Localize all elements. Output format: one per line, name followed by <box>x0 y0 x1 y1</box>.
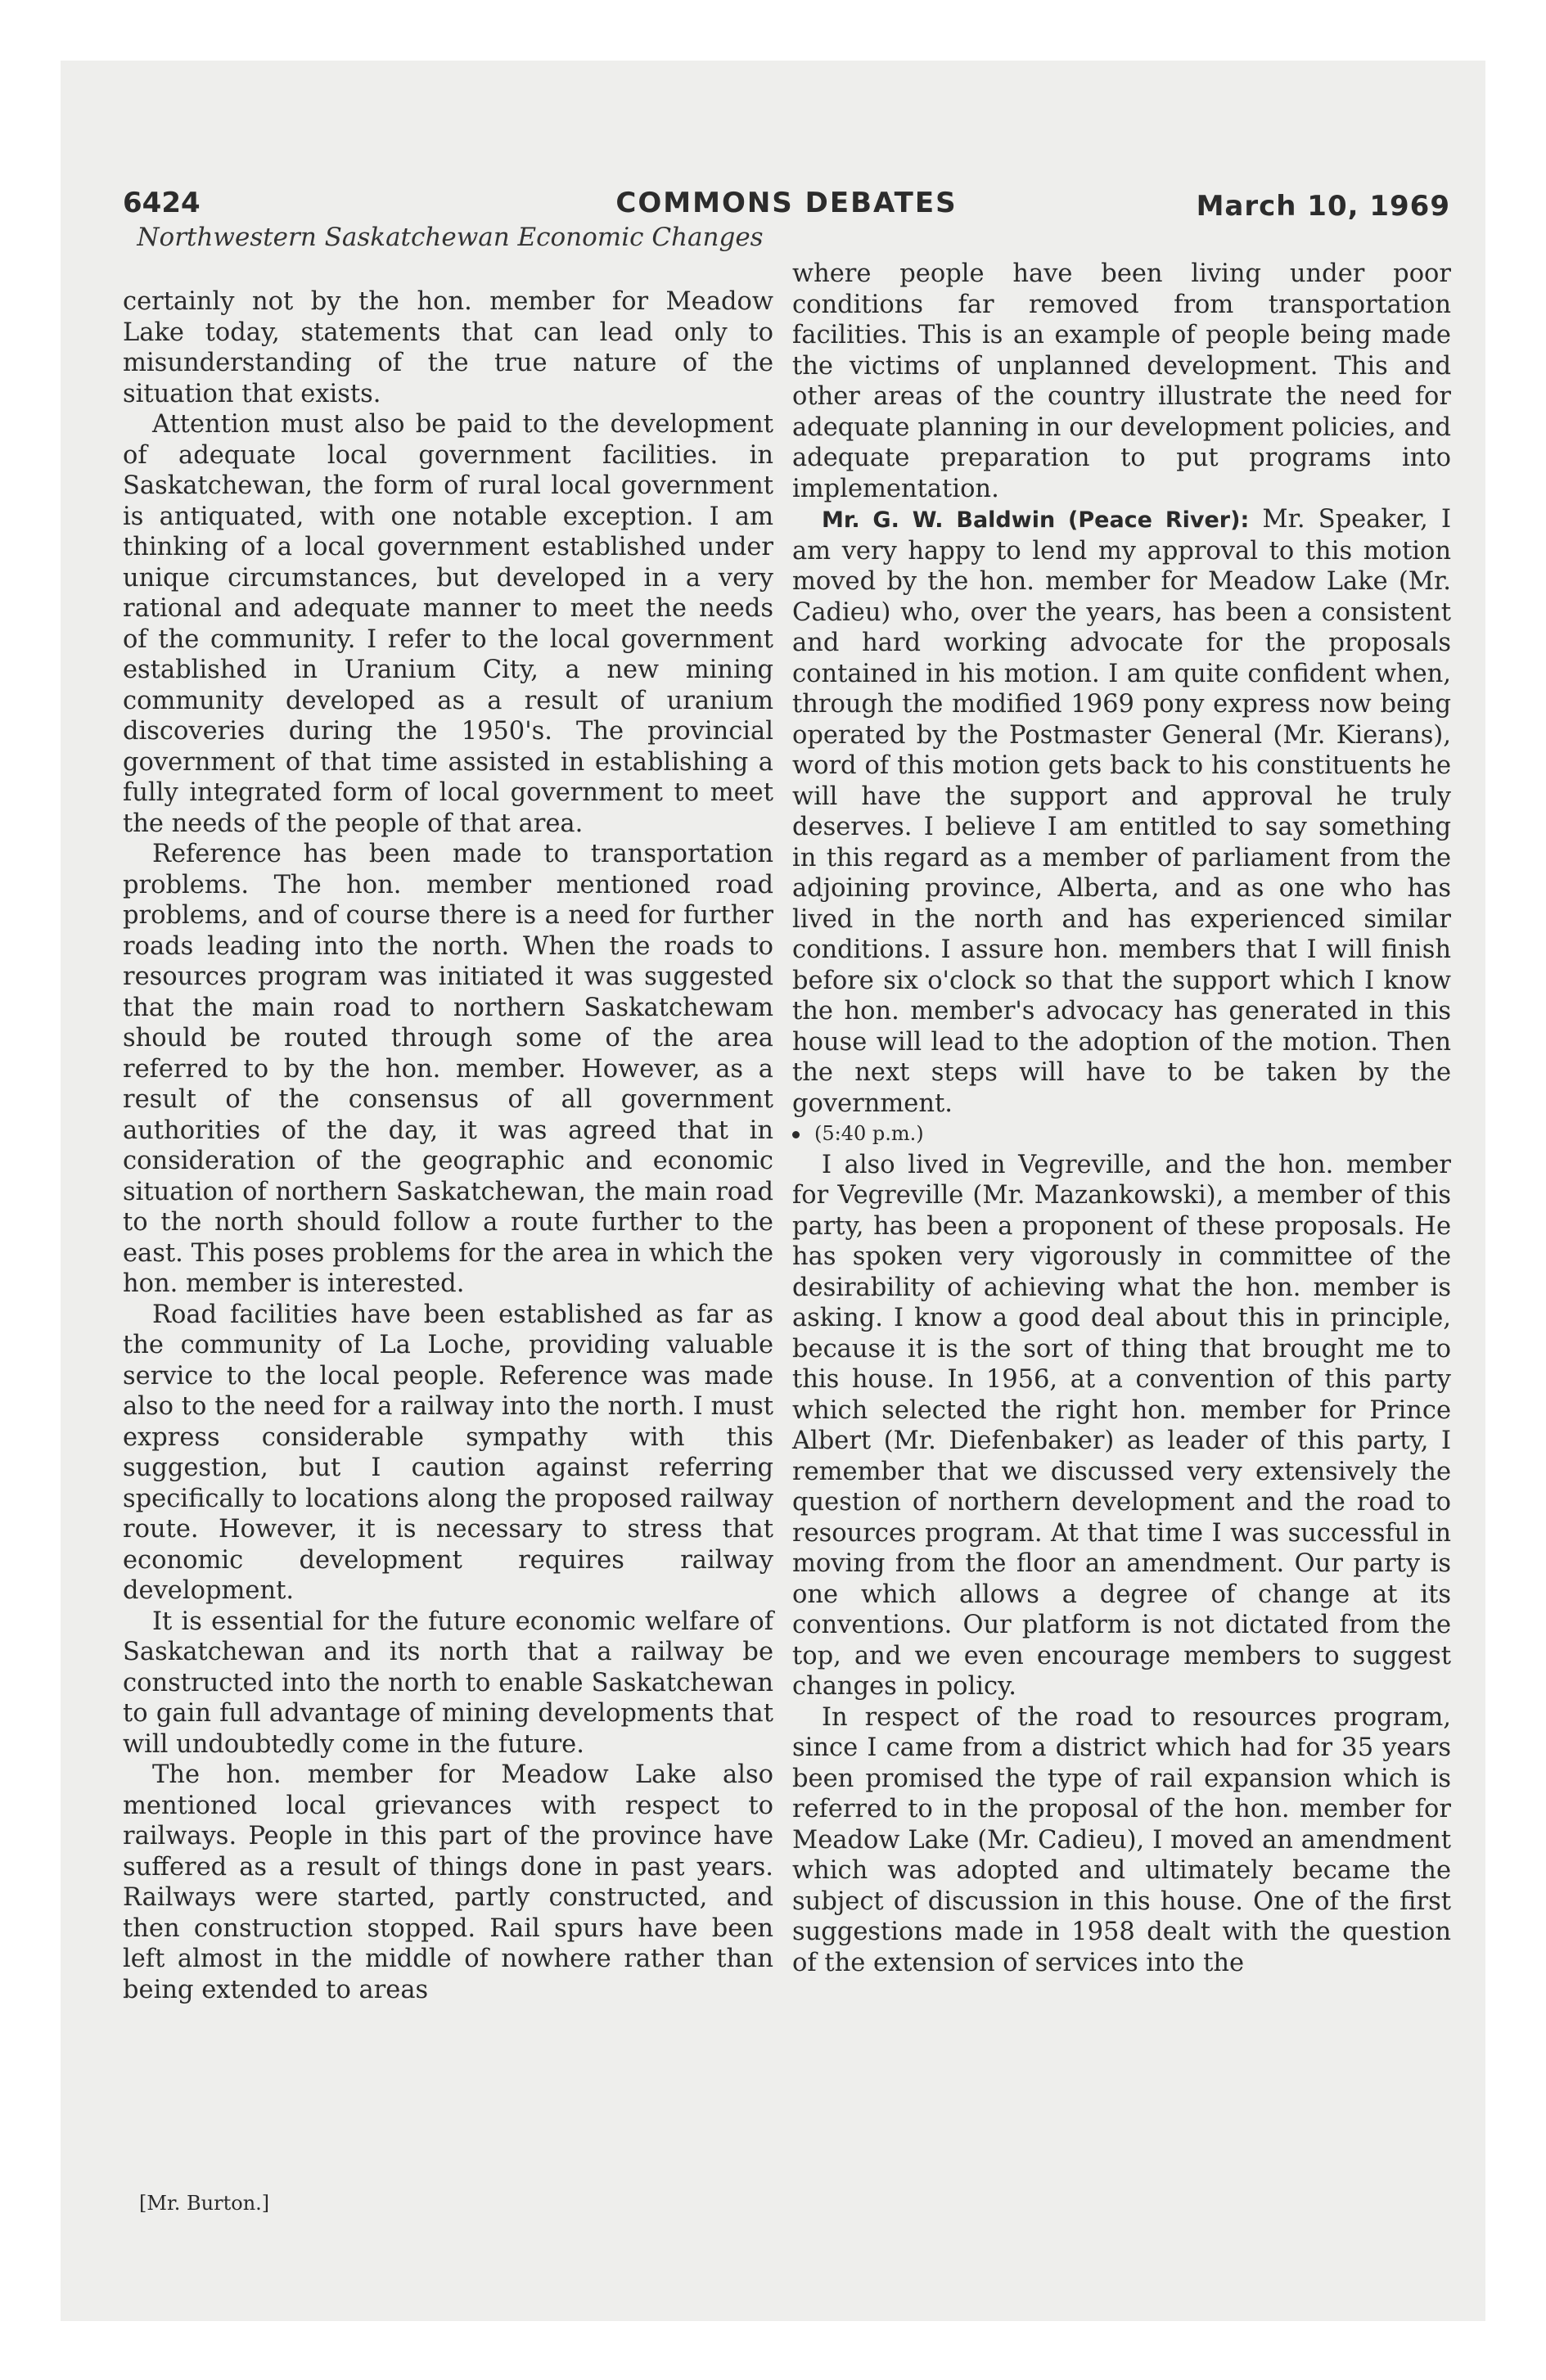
timestamp: (5:40 p.m.) <box>814 1122 924 1145</box>
left-column <box>123 286 773 2005</box>
speaker-attribution: [Mr. Burton.] <box>139 2192 270 2215</box>
right-column <box>792 259 1451 1978</box>
paragraph: Road facilities have been established as far as the community of La Loche, providing valuable service to the local people. Reference was made also to the need for a railway into the north. I must express considerable sympathy with this suggestion, but I caution against referring specifically to locations along the proposed railway route. However, it is necessary to stress that economic development requires railway development. <box>123 1300 773 1605</box>
paragraph: certainly not by the hon. member for Meadow Lake today, statements that can lead only to misunderstanding of the true nature of the situation that exists. <box>123 287 773 408</box>
publication-title: COMMONS DEBATES <box>615 187 958 219</box>
paragraph: It is essential for the future economic welfare of Saskatchewan and its north that a railway be constructed into the north to enable Saskatchewan to gain full advantage of mining developments that will undoubtedly come in the future. <box>123 1607 773 1759</box>
speaker-name: Mr. G. W. Baldwin (Peace River): <box>822 507 1250 533</box>
session-date: March 10, 1969 <box>1196 190 1450 223</box>
paragraph: The hon. member for Meadow Lake also mentioned local grievances with respect to railways. People in this part of the province have suffered as a result of things done in past years. Railways were started, partly constructed, and then construction stopped. Rail spurs have been left almost in the middle of nowhere rather than being extended to areas <box>123 1760 773 2004</box>
paragraph: I also lived in Vegreville, and the hon. member for Vegreville (Mr. Mazankowski), a member of this party, has been a proponent of these proposals. He has spoken very vigorously in committee of the desirability of achieving what the hon. member is asking. I know a good deal about this in principle, because it is the sort of thing that brought me to this house. In 1956, at a convention of this party which selected the right hon. member for Prince Albert (Mr. Diefenbaker) as leader of this party, I remember that we discussed very extensively the question of northern development and the road to resources program. At that time I was successful in moving from the floor an amendment. Our party is one which allows a degree of change at its conventions. Our platform is not dictated from the top, and we even encourage members to suggest changes in policy. <box>792 1150 1451 1701</box>
speech-text: Mr. Speaker, I am very happy to lend my approval to this motion moved by the hon. member for Meadow Lake (Mr. Cadieu) who, over the years, has been a consistent and hard working advocate for the proposals contained in his motion. I am quite confident when, through the modified 1969 pony express now being operated by the Postmaster General (Mr. Kierans), word of this motion gets back to his constituents he will have the support and approval he truly deserves. I believe I am entitled to say something in this regard as a member of parliament from the adjoining province, Alberta, and as one who has lived in the north and has experienced similar conditions. I assure hon. members that I will finish before six o'clock so that the support which I know the hon. member's advocacy has generated in this house will lead to the adoption of the motion. Then the next steps will have to be taken by the government. <box>792 505 1451 1118</box>
page-number: 6424 <box>123 187 201 219</box>
paragraph: Reference has been made to transportation problems. The hon. member mentioned road problems, and of course there is a need for further roads leading into the north. When the roads to resources program was initiated it was suggested that the main road to northern Saskatchewam should be routed through some of the area referred to by the hon. member. However, as a result of the consensus of all government authorities of the day, it was agreed that in consideration of the geographic and economic situation of northern Saskatchewan, the main road to the north should follow a route further to the east. This poses problems for the area in which the hon. member is interested. <box>123 840 773 1298</box>
paragraph: where people have been living under poor conditions far removed from transportation facilities. This is an example of people being made the victims of unplanned development. This and other areas of the country illustrate the need for adequate planning in our development policies, and adequate preparation to put programs into implementation. <box>792 259 1451 503</box>
paragraph: Attention must also be paid to the development of adequate local government facilities. in Saskatchewan, the form of rural local government is antiquated, with one notable exception. I am thinking of a local government established under unique circumstances, but developed in a very rational and adequate manner to meet the needs of the community. I refer to the local government established in Uranium City, a new mining community developed as a result of uranium discoveries during the 1950's. The provincial government of that time assisted in establishing a fully integrated form of local government to meet the needs of the people of that area. <box>123 410 773 838</box>
paragraph: In respect of the road to resources program, since I came from a district which had for 35 years been promised the type of rail expansion which is referred to in the proposal of the hon. member for Meadow Lake (Mr. Cadieu), I moved an amendment which was adopted and ultimately became the subject of discussion in this house. One of the first suggestions made in 1958 dealt with the question of the extension of services into the <box>792 1702 1451 1977</box>
speech-opening <box>792 504 1451 1119</box>
section-subheading: Northwestern Saskatchewan Economic Changes <box>137 223 764 252</box>
timestamp-line <box>792 1119 1451 1150</box>
bullet-icon <box>792 1131 800 1138</box>
